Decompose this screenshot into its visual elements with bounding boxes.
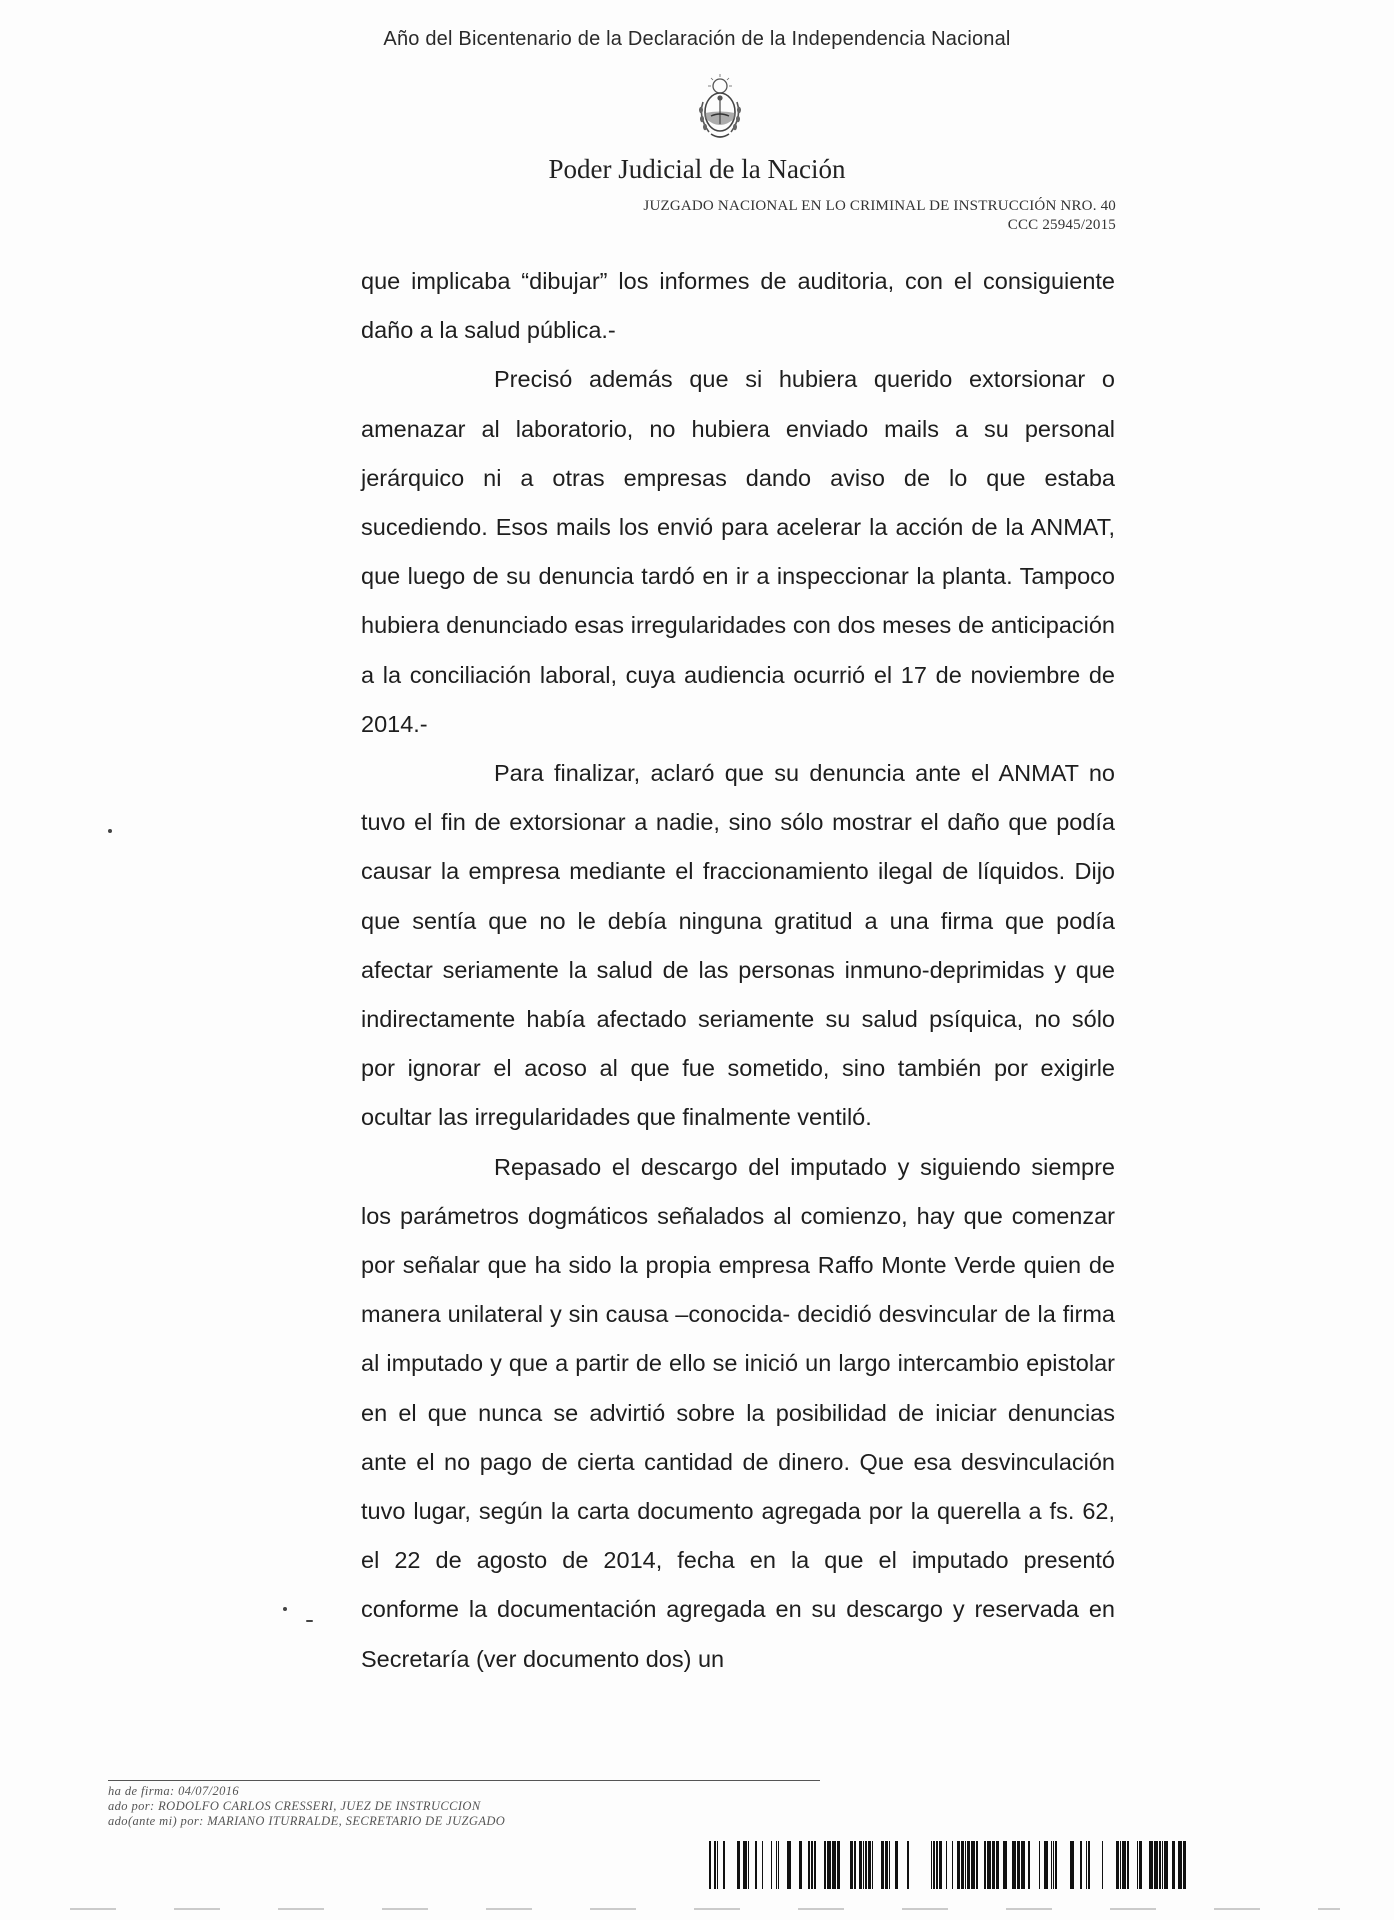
barcode-bar <box>1012 1841 1016 1889</box>
barcode-bar <box>984 1841 986 1889</box>
barcode-bar <box>1055 1841 1057 1889</box>
barcode-bar <box>1127 1841 1129 1889</box>
barcode-bar <box>1116 1841 1119 1889</box>
barcode-bar <box>865 1841 867 1889</box>
barcode-bar <box>787 1841 791 1889</box>
barcode-bar <box>755 1841 757 1889</box>
barcode-bar <box>737 1841 740 1889</box>
barcode-bar <box>933 1841 935 1889</box>
barcode-bar <box>1086 1841 1087 1889</box>
scan-speck <box>306 1620 313 1622</box>
barcode-bar <box>946 1841 947 1889</box>
barcode-bar <box>1172 1841 1175 1889</box>
barcode-bar <box>1178 1841 1182 1889</box>
scan-speck <box>108 829 112 833</box>
barcode-bar <box>827 1841 831 1889</box>
resolution-body <box>361 257 1115 1684</box>
barcode-bar <box>1017 1841 1020 1889</box>
barcode-bar <box>748 1841 749 1889</box>
barcode-bar <box>931 1841 932 1889</box>
barcode-bar <box>1137 1841 1138 1889</box>
barcode-bar <box>1088 1841 1090 1889</box>
barcode-bar <box>1122 1841 1126 1889</box>
barcode-bar <box>824 1841 826 1889</box>
barcode-bar <box>850 1841 853 1889</box>
barcode-bar <box>987 1841 991 1889</box>
barcode-bar <box>1159 1841 1161 1889</box>
barcode-bar <box>1080 1841 1082 1889</box>
signature-secretary: ado(ante mi) por: MARIANO ITURRALDE, SECRETARIO DE JUZGADO <box>108 1814 506 1828</box>
barcode-bar <box>1044 1841 1048 1889</box>
footer-divider <box>108 1780 820 1781</box>
barcode-bar <box>1162 1841 1163 1889</box>
argentine-coat-of-arms-icon <box>693 72 747 144</box>
barcode-bar <box>957 1841 960 1889</box>
barcode-bar <box>1183 1841 1186 1889</box>
barcode-bar <box>967 1841 970 1889</box>
barcode-bar <box>1102 1841 1103 1889</box>
barcode-bar <box>961 1841 964 1889</box>
barcode-bar <box>863 1841 864 1889</box>
barcode-bar <box>717 1841 718 1889</box>
signature-judge: ado por: RODOLFO CARLOS CRESSERI, JUEZ DE INSTRUCCION <box>108 1799 481 1813</box>
barcode-bar <box>814 1841 816 1889</box>
barcode-bar <box>854 1841 856 1889</box>
barcode-bar <box>1021 1841 1025 1889</box>
barcode-bar <box>965 1841 966 1889</box>
bicentenary-banner: Año del Bicentenario de la Declaración de la Independencia Nacional <box>383 28 1011 50</box>
barcode-bar <box>881 1841 884 1889</box>
barcode-bar <box>778 1841 779 1889</box>
paragraph-conclusion: Para finalizar, aclaró que su denuncia ante el ANMAT no tuvo el fin de extorsionar a nadie, sino sólo mostrar el daño que podía causar la empresa mediante el fraccionamiento ilegal de líquidos. Dijo que sentía que no le debía ninguna gratitud a una firma que podía afectar seriamente la salud de las personas inmuno-deprimidas y que indirectamente había afectado seriamente su salud psíquica, no sólo por ignorar el acoso al que fue sometido, sino también por exigirle ocultar las irregularidades que finalmente ventiló. <box>361 760 1115 1131</box>
barcode-bar <box>907 1841 909 1889</box>
court-reference <box>643 197 1116 235</box>
barcode-bar <box>889 1841 890 1889</box>
barcode-bar <box>771 1841 772 1889</box>
barcode-bar <box>1070 1841 1074 1889</box>
barcode-bar <box>743 1841 747 1889</box>
barcode-bar <box>709 1841 711 1889</box>
barcode-bar <box>895 1841 898 1889</box>
barcode-icon <box>709 1841 1187 1889</box>
barcode-bar <box>859 1841 862 1889</box>
barcode-bar <box>1154 1841 1158 1889</box>
case-number: CCC 25945/2015 <box>1007 217 1116 233</box>
barcode-bar <box>992 1841 995 1889</box>
barcode-bar <box>832 1841 836 1889</box>
barcode-bar <box>776 1841 777 1889</box>
barcode-bar <box>837 1841 840 1889</box>
barcode-bar <box>976 1841 978 1889</box>
barcode-bar <box>939 1841 942 1889</box>
signature-date: ha de firma: 04/07/2016 <box>108 1784 240 1798</box>
barcode-bar <box>1120 1841 1121 1889</box>
court-division: JUZGADO NACIONAL EN LO CRIMINAL DE INSTRUCCIÓN NRO. 40 <box>643 198 1116 214</box>
barcode-bar <box>714 1841 716 1889</box>
barcode-bar <box>952 1841 953 1889</box>
scan-edge-marks <box>70 1908 1340 1910</box>
barcode-bar <box>936 1841 938 1889</box>
barcode-bar <box>762 1841 763 1889</box>
barcode-bar <box>1051 1841 1052 1889</box>
paragraph-precision: Precisó además que si hubiera querido extorsionar o amenazar al laboratorio, no hubiera enviado mails a su personal jerárquico ni a otras empresas dando aviso de lo que estaba sucediendo. Esos mails los envió para acelerar la acción de la ANMAT, que luego de su denuncia tardó en ir a inspeccionar la planta. Tampoco hubiera denunciado esas irregularidades con dos meses de anticipación a la conciliación laboral, cuya audiencia ocurrió el 17 de noviembre de 2014.- <box>361 366 1115 737</box>
barcode-bar <box>971 1841 975 1889</box>
barcode-bar <box>868 1841 871 1889</box>
barcode-bar <box>885 1841 888 1889</box>
barcode-bar <box>808 1841 810 1889</box>
barcode-bar <box>1053 1841 1054 1889</box>
court-name: Poder Judicial de la Nación <box>548 154 846 184</box>
digital-signature-block <box>108 1784 505 1829</box>
barcode-bar <box>1149 1841 1153 1889</box>
barcode-bar <box>1039 1841 1040 1889</box>
scan-speck <box>283 1607 287 1611</box>
barcode-bar <box>811 1841 813 1889</box>
barcode-bar <box>799 1841 802 1889</box>
barcode-bar <box>1139 1841 1142 1889</box>
barcode-bar <box>996 1841 999 1889</box>
barcode-bar <box>1164 1841 1168 1889</box>
paragraph-continuation: que implicaba “dibujar” los informes de auditoria, con el consiguiente daño a la salud pública.- <box>361 268 1115 344</box>
barcode-bar <box>1003 1841 1007 1889</box>
barcode-bar <box>723 1841 725 1889</box>
paragraph-analysis: Repasado el descargo del imputado y siguiendo siempre los parámetros dogmáticos señalados al comienzo, hay que comenzar por señalar que ha sido la propia empresa Raffo Monte Verde quien de manera unilateral y sin causa –conocida- decidió desvincular de la firma al imputado y que a partir de ello se inició un largo intercambio epistolar en el que nunca se advirtió sobre la posibilidad de iniciar denuncias ante el no pago de cierta cantidad de dinero. Que esa desvinculación tuvo lugar, según la carta documento agregada por la querella a fs. 62, el 22 de agosto de 2014, fecha en la que el imputado presentó conforme la documentación agregada en su descargo y reservada en Secretaría (ver documento dos) un <box>361 1153 1115 1672</box>
barcode-bar <box>1028 1841 1030 1889</box>
barcode-bar <box>872 1841 873 1889</box>
